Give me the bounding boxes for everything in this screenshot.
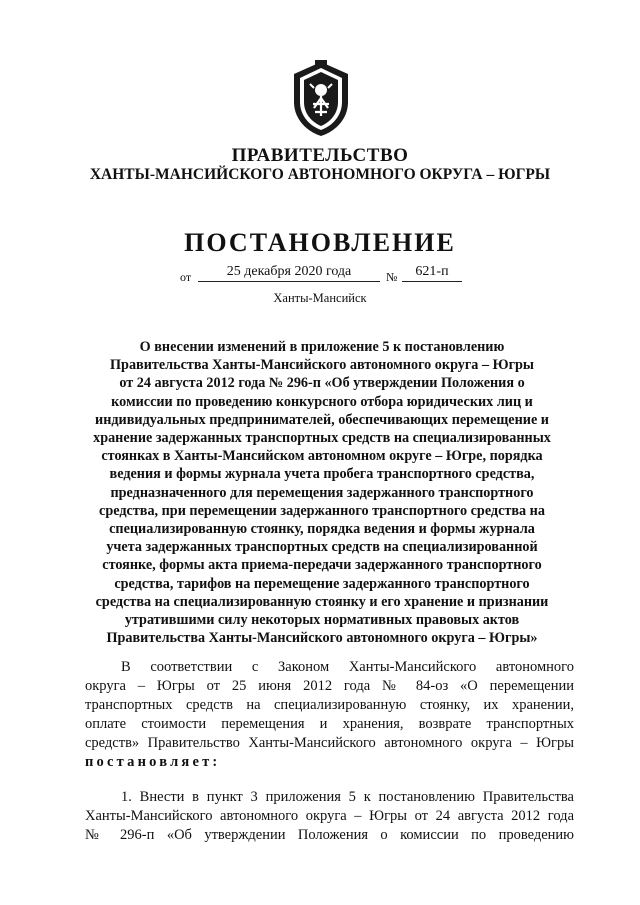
heading-line: учета задержанных транспортных средств на специализированной xyxy=(106,539,538,556)
heading-line: стоянках в Ханты-Мансийском автономном округе – Югре, порядка xyxy=(101,448,543,465)
text-line: 1. Внести в пункт 3 приложения 5 к постановлению Правительства xyxy=(121,789,574,805)
preamble-paragraph xyxy=(85,658,574,772)
item-1-paragraph xyxy=(85,788,574,845)
document-number: 621-п xyxy=(402,264,462,282)
text-line: транспортных средств на специализированную стоянку, их хранении, xyxy=(85,697,574,713)
text-line: Ханты-Мансийского автономного округа – Югры от 24 августа 2012 года xyxy=(85,808,574,824)
resolves-word: постановляет: xyxy=(85,754,221,770)
text-line: средств» Правительство Ханты-Мансийского автономного округа – Югры xyxy=(85,735,574,751)
resolution-heading xyxy=(72,338,572,647)
coat-of-arms-icon xyxy=(288,60,354,138)
date-number-line xyxy=(180,264,480,288)
text-line: округа – Югры от 25 июня 2012 года № 84-оз «О перемещении xyxy=(85,678,574,694)
date-label: от xyxy=(180,270,192,284)
heading-line: ведения и формы журнала учета пробега транспортного средства, xyxy=(109,466,535,483)
region-title: ХАНТЫ-МАНСИЙСКОГО АВТОНОМНОГО ОКРУГА – ЮГРЫ xyxy=(89,166,551,183)
text-line: оплате стоимости перемещения и хранения, возврате транспортных xyxy=(85,716,574,732)
heading-line: стоянке, формы акта приема-передачи задержанного транспортного xyxy=(102,557,542,574)
heading-line: комиссии по проведению конкурсного отбора юридических лиц и xyxy=(111,393,533,410)
document-date: 25 декабря 2020 года xyxy=(198,264,380,282)
text-line: № 296-п «Об утверждении Положения о комиссии по проведению xyxy=(85,827,574,843)
city: Ханты-Мансийск xyxy=(273,291,367,305)
heading-line: от 24 августа 2012 года № 296-п «Об утверждении Положения о xyxy=(119,375,525,392)
number-label: № xyxy=(386,270,398,284)
heading-line: утратившими силу некоторых нормативных правовых актов xyxy=(124,612,520,629)
heading-line: средства, тарифов на перемещение задержанного транспортного xyxy=(114,575,530,592)
heading-line: специализированную стоянку, порядка ведения и формы журнала xyxy=(109,521,535,538)
heading-line: средства, при перемещении задержанного транспортного средства на xyxy=(99,502,545,519)
text-line: В соответствии с Законом Ханты-Мансийского автономного xyxy=(121,659,574,675)
heading-line: Правительства Ханты-Мансийского автономного округа – Югры xyxy=(110,357,534,374)
government-title: ПРАВИТЕЛЬСТВО xyxy=(231,145,409,166)
document-type: ПОСТАНОВЛЕНИЕ xyxy=(184,228,456,257)
heading-line: индивидуальных предпринимателей, обеспечивающих перемещение и xyxy=(95,411,549,428)
heading-line: Правительства Ханты-Мансийского автономного округа – Югры» xyxy=(106,630,538,647)
heading-line: предназначенного для перемещения задержанного транспортного xyxy=(110,484,534,501)
heading-line: хранение задержанных транспортных средств на специализированных xyxy=(93,430,551,447)
heading-line: средства на специализированную стоянку и его хранение и признании xyxy=(95,593,549,610)
heading-line: О внесении изменений в приложение 5 к постановлению xyxy=(139,339,505,355)
